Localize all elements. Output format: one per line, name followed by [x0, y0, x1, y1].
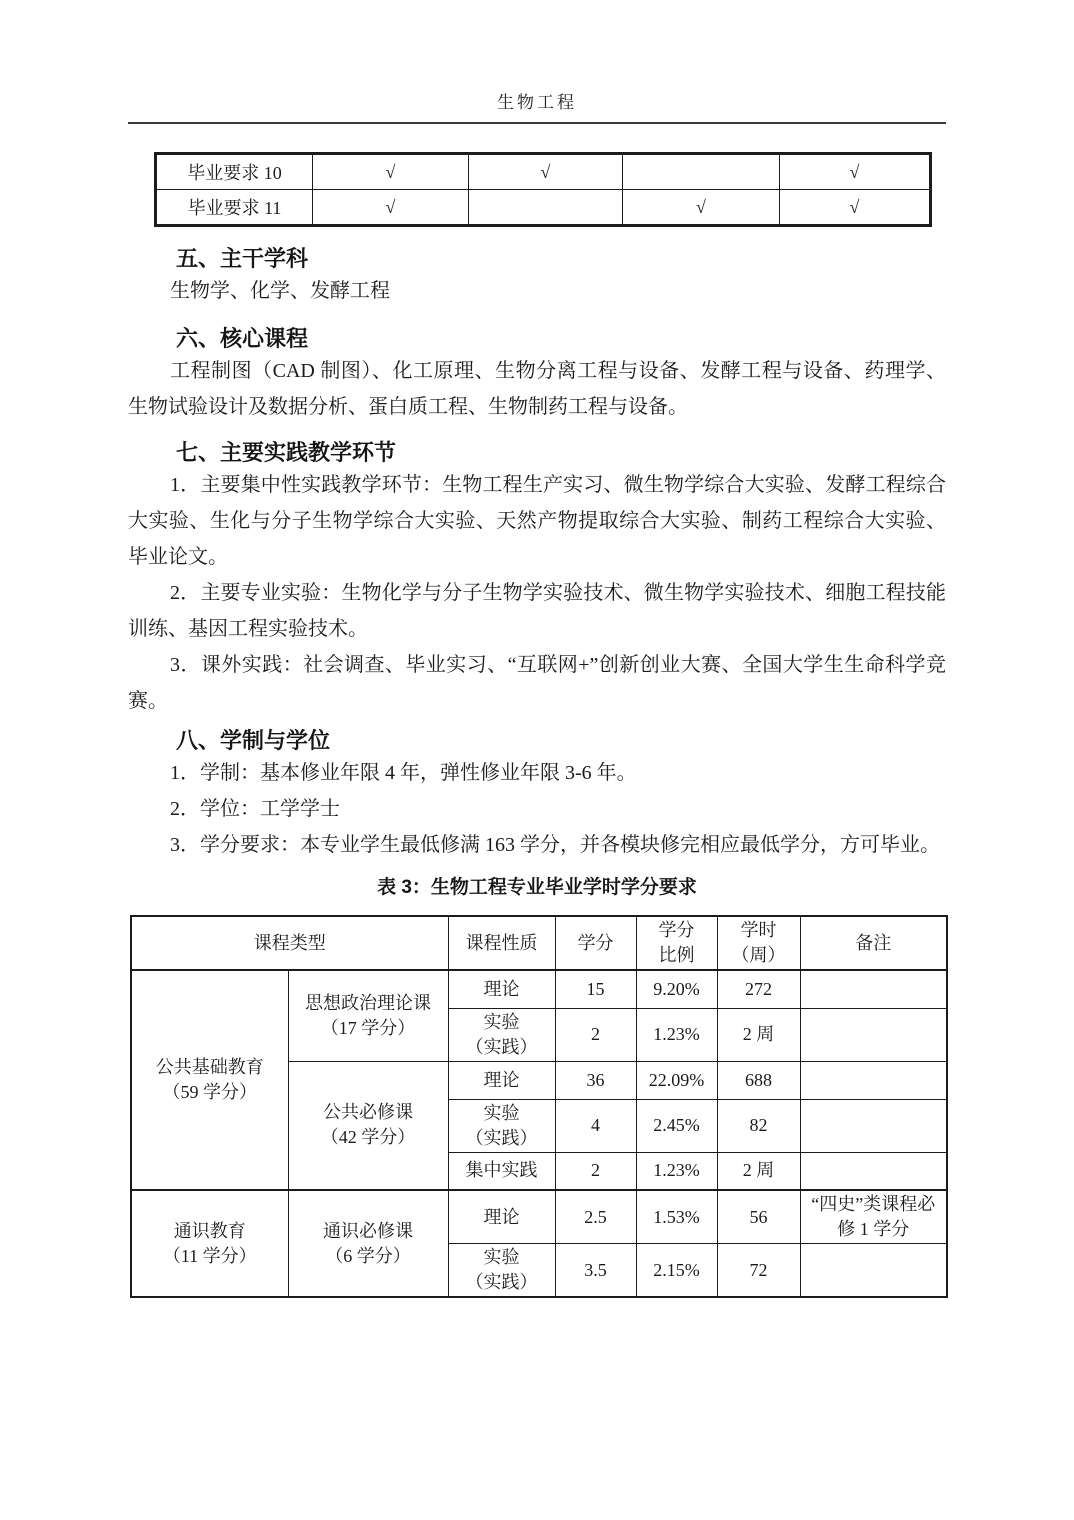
header-category: 课程类型: [131, 916, 448, 970]
credits-cell: 4: [555, 1099, 636, 1152]
header-line: 学分: [658, 920, 695, 940]
category-cell: [131, 970, 288, 1190]
subcategory-line: （17 学分）: [320, 1017, 416, 1038]
paragraph-schooling-1: 1．学制：基本修业年限 4 年，弹性修业年限 3-6 年。: [170, 762, 637, 784]
remark-cell: [800, 970, 947, 1008]
header-nature: 课程性质: [448, 916, 555, 970]
nature-cell: [448, 1244, 555, 1298]
hours-cell: 56: [717, 1190, 800, 1244]
credit-hours-table: [130, 915, 948, 1298]
nature-line: （实践）: [465, 1036, 538, 1057]
remark-cell: [800, 1152, 947, 1190]
nature-cell: 理论: [448, 1190, 555, 1244]
paragraph-practice-2: 2．主要专业实验：生物化学与分子生物学实验技术、微生物学实验技术、细胞工程技能训练、基因工程实验技术。: [128, 582, 946, 640]
subcategory-line: 公共必修课: [323, 1102, 413, 1123]
page-header-title: 生物工程: [497, 93, 577, 112]
ratio-cell: 22.09%: [636, 1061, 717, 1099]
header-line: 学时: [740, 920, 777, 940]
header-line: （周）: [731, 945, 786, 965]
category-line: 公共基础教育: [155, 1057, 264, 1077]
nature-line: 实验: [483, 1011, 520, 1032]
remark-cell: [800, 1061, 947, 1099]
check-cell: √: [313, 190, 469, 226]
subcategory-line: （6 学分）: [325, 1245, 411, 1266]
remark-cell: [800, 1244, 947, 1298]
subcategory-line: （42 学分）: [320, 1127, 416, 1148]
category-line: （11 学分）: [162, 1245, 257, 1266]
requirement-label: 毕业要求 10: [156, 154, 313, 190]
header-rule: [128, 122, 946, 124]
category-cell: [131, 1190, 288, 1297]
header-line: 比例: [658, 945, 695, 965]
header-hours: [717, 916, 800, 970]
ratio-cell: 1.23%: [636, 1152, 717, 1190]
credits-cell: 2.5: [555, 1190, 636, 1244]
table-row: [131, 1190, 947, 1244]
category-line: 通识教育: [173, 1220, 246, 1241]
ratio-cell: 9.20%: [636, 970, 717, 1008]
credits-cell: 2: [555, 1008, 636, 1061]
paragraph-core-courses: 工程制图（CAD 制图）、化工原理、生物分离工程与设备、发酵工程与设备、药理学、生物试验设计及数据分析、蛋白质工程、生物制药工程与设备。: [128, 360, 946, 418]
hours-cell: 272: [717, 970, 800, 1008]
paragraph-schooling-2: 2．学位：工学学士: [170, 798, 340, 820]
hours-cell: 82: [717, 1099, 800, 1152]
ratio-cell: 2.15%: [636, 1244, 717, 1298]
credits-cell: 3.5: [555, 1244, 636, 1298]
table-row: [156, 190, 931, 226]
credits-cell: 36: [555, 1061, 636, 1099]
section-heading-6: 六、核心课程: [176, 326, 309, 351]
subcategory-line: 思想政治理论课: [305, 992, 431, 1013]
header-remark: 备注: [800, 916, 947, 970]
hours-cell: 688: [717, 1061, 800, 1099]
nature-cell: [448, 1099, 555, 1152]
page-content: [128, 0, 946, 1298]
nature-line: 实验: [483, 1102, 520, 1123]
nature-line: 实验: [483, 1247, 520, 1267]
hours-cell: 2 周: [717, 1008, 800, 1061]
credit-table-header-row: [131, 916, 947, 970]
check-cell: [623, 154, 780, 190]
check-cell: √: [780, 154, 931, 190]
ratio-cell: 1.53%: [636, 1190, 717, 1244]
table-row: [156, 154, 931, 190]
section-heading-5: 五、主干学科: [176, 246, 309, 271]
section-heading-8: 八、学制与学位: [176, 728, 331, 753]
credit-table-caption: 表 3：生物工程专业毕业学时学分要求: [377, 877, 697, 898]
subcategory-cell: [288, 1190, 448, 1297]
check-cell: √: [469, 154, 623, 190]
check-cell: √: [313, 154, 469, 190]
nature-cell: 理论: [448, 1061, 555, 1099]
table-row: [131, 970, 947, 1008]
paragraph-main-disciplines: 生物学、化学、发酵工程: [170, 280, 390, 302]
header-credits: 学分: [555, 916, 636, 970]
ratio-cell: 1.23%: [636, 1008, 717, 1061]
nature-cell: [448, 1008, 555, 1061]
nature-line: （实践）: [465, 1272, 538, 1292]
check-cell: √: [623, 190, 780, 226]
hours-cell: 72: [717, 1244, 800, 1298]
section-heading-7: 七、主要实践教学环节: [176, 440, 397, 465]
ratio-cell: 2.45%: [636, 1099, 717, 1152]
nature-cell: 集中实践: [448, 1152, 555, 1190]
credits-cell: 2: [555, 1152, 636, 1190]
check-cell: [469, 190, 623, 226]
remark-cell: “四史”类课程必修 1 学分: [800, 1190, 947, 1244]
header-credit-ratio: [636, 916, 717, 970]
remark-cell: [800, 1099, 947, 1152]
graduation-requirements-table: [154, 152, 932, 227]
category-line: （59 学分）: [162, 1082, 257, 1102]
requirement-label: 毕业要求 11: [156, 190, 313, 226]
subcategory-line: 通识必修课: [323, 1220, 413, 1241]
hours-cell: 2 周: [717, 1152, 800, 1190]
paragraph-practice-3: 3．课外实践：社会调查、毕业实习、“互联网+”创新创业大赛、全国大学生生命科学竞赛。: [128, 654, 946, 712]
subcategory-cell: [288, 970, 448, 1061]
credits-cell: 15: [555, 970, 636, 1008]
remark-cell: [800, 1008, 947, 1061]
nature-line: （实践）: [465, 1127, 538, 1148]
paragraph-schooling-3: 3．学分要求：本专业学生最低修满 163 学分，并各模块修完相应最低学分，方可毕业。: [170, 834, 940, 856]
check-cell: √: [780, 190, 931, 226]
paragraph-practice-1: 1．主要集中性实践教学环节：生物工程生产实习、微生物学综合大实验、发酵工程综合大实验、生化与分子生物学综合大实验、天然产物提取综合大实验、制药工程综合大实验、毕业论文。: [128, 474, 946, 568]
subcategory-cell: [288, 1061, 448, 1190]
nature-cell: 理论: [448, 970, 555, 1008]
